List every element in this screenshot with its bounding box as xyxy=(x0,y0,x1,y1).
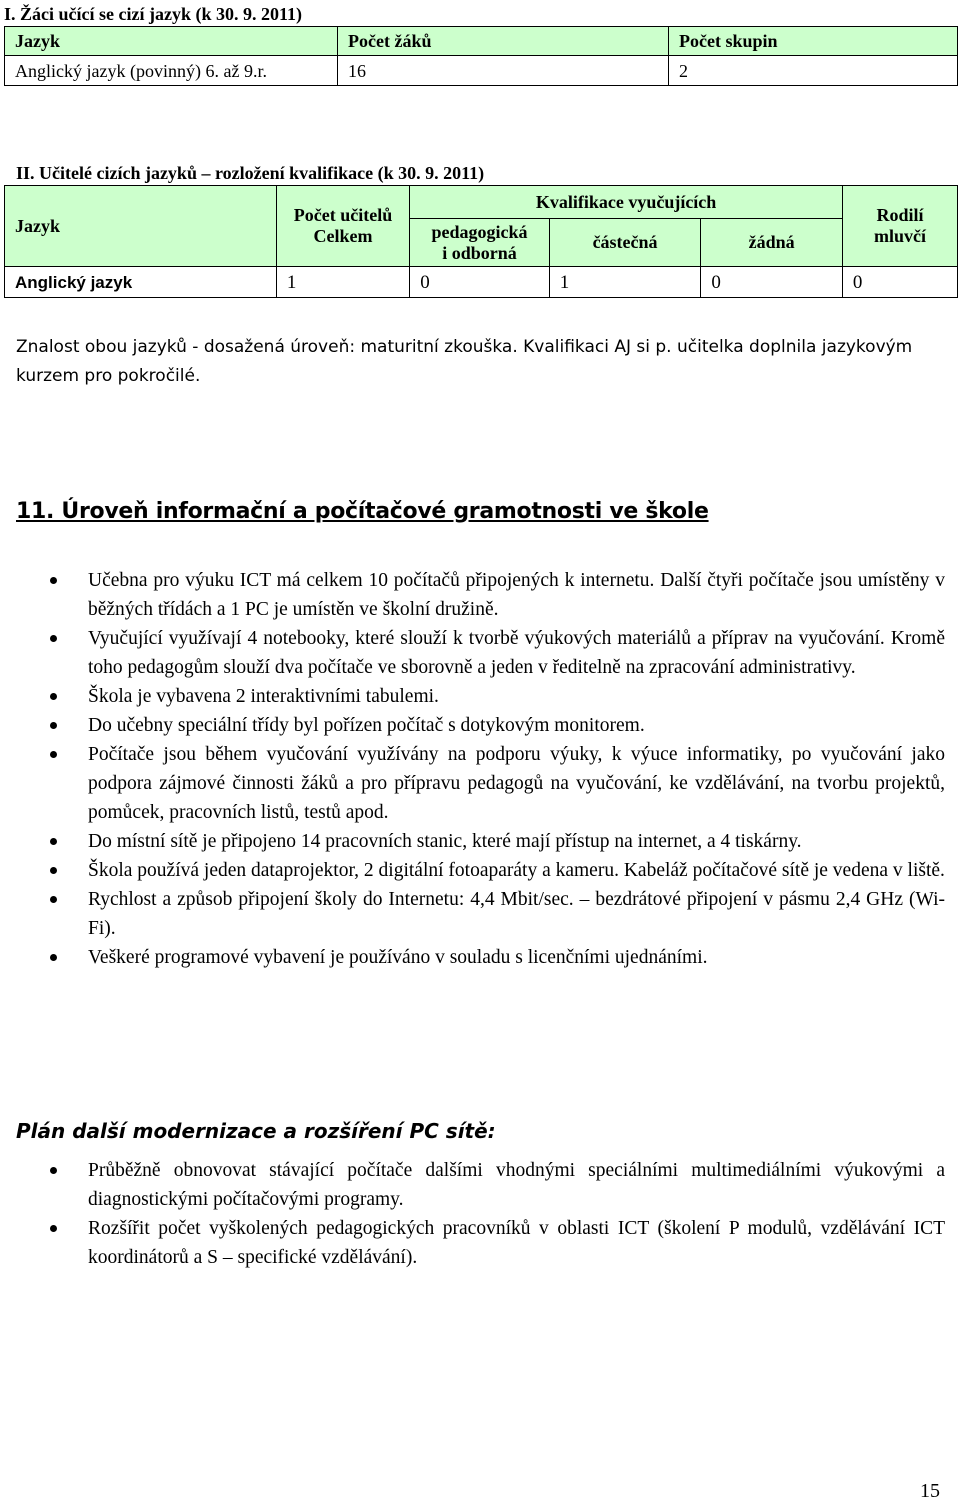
list-item xyxy=(50,885,945,943)
bullet-icon xyxy=(50,635,57,642)
list-item-text: Škola je vybavena 2 interaktivními tabulemi. xyxy=(88,686,439,707)
header-language: Jazyk xyxy=(5,186,277,267)
section2-title: II. Učitelé cizích jazyků – rozložení kvalifikace (k 30. 9. 2011) xyxy=(16,163,485,183)
list-item xyxy=(50,827,945,856)
list-item xyxy=(50,566,945,624)
table-header-row xyxy=(5,186,958,219)
list-item xyxy=(50,624,945,682)
language-note: Znalost obou jazyků - dosažená úroveň: maturitní zkouška. Kvalifikaci AJ si p. učitelka doplnila jazykovým kurzem pro pokročilé. xyxy=(16,337,913,386)
table-row xyxy=(5,267,958,298)
header-qualification: Kvalifikace vyučujících xyxy=(410,186,843,219)
cell-group-count: 2 xyxy=(669,56,958,86)
ict-list xyxy=(50,566,945,972)
bullet-icon xyxy=(50,577,57,584)
list-item xyxy=(50,1156,945,1214)
header-pedagogic-line1: pedagogická xyxy=(431,221,528,242)
header-group-count: Počet skupin xyxy=(669,27,958,56)
list-item-text: Škola používá jeden dataprojektor, 2 digitální fotoaparáty a kameru. Kabeláž počítačové sítě je vedena v liště. xyxy=(88,860,945,881)
header-teacher-count xyxy=(276,186,409,267)
list-item xyxy=(50,1214,945,1272)
list-item xyxy=(50,711,945,740)
table-header-row xyxy=(5,27,958,56)
cell-teacher-count: 1 xyxy=(276,267,409,298)
header-partial: částečná xyxy=(549,219,701,267)
students-language-table xyxy=(4,26,958,86)
header-native-line2: mluvčí xyxy=(873,226,926,246)
header-pedagogic-line2: i odborná xyxy=(442,242,517,263)
header-none: žádná xyxy=(701,219,843,267)
plan-heading: Plán další modernizace a rozšíření PC sítě: xyxy=(16,1119,496,1143)
list-item-text: Průběžně obnovovat stávající počítače dalšími vhodnými speciálními multimediálními výukovými a diagnostickými počítačovými programy. xyxy=(88,1160,945,1210)
list-item-text: Do místní sítě je připojeno 14 pracovních stanic, které mají přístup na internet, a 4 tiskárny. xyxy=(88,831,802,852)
header-native-line1: Rodilí xyxy=(876,205,924,225)
bullet-icon xyxy=(50,954,57,961)
cell-partial: 1 xyxy=(549,267,701,298)
list-item-text: Rychlost a způsob připojení školy do Internetu: 4,4 Mbit/sec. – bezdrátové připojení v pásmu 2,4 GHz (Wi-Fi). xyxy=(88,889,945,939)
list-item-text: Počítače jsou během vyučování využívány na podporu výuky, k výuce informatiky, po vyučování jako podpora zájmové činnosti žáků a pro přípravu pedagogů na vyučování, ke vzdělávání, na tvorbu projektů, pomůcek, pracovních listů, testů apod. xyxy=(88,744,945,823)
bullet-icon xyxy=(50,1225,57,1232)
bullet-icon xyxy=(50,1167,57,1174)
bullet-icon xyxy=(50,693,57,700)
cell-language: Anglický jazyk (povinný) 6. až 9.r. xyxy=(5,56,338,86)
list-item xyxy=(50,943,945,972)
list-item-text: Rozšířit počet vyškolených pedagogických pracovníků v oblasti ICT (školení P modulů, vzdělávání ICT koordinátorů a S – specifické vzdělávání). xyxy=(88,1218,945,1268)
header-native-speakers xyxy=(842,186,957,267)
list-item xyxy=(50,682,945,711)
teachers-qualification-table xyxy=(4,185,958,298)
header-language: Jazyk xyxy=(5,27,338,56)
list-item xyxy=(50,856,945,885)
bullet-icon xyxy=(50,867,57,874)
bullet-icon xyxy=(50,838,57,845)
header-pedagogic xyxy=(410,219,549,267)
list-item-text: Do učebny speciální třídy byl pořízen počítač s dotykovým monitorem. xyxy=(88,715,645,736)
bullet-icon xyxy=(50,896,57,903)
list-item xyxy=(50,740,945,827)
page-number: 15 xyxy=(920,1480,940,1502)
header-teacher-count-line1: Počet učitelů xyxy=(293,205,393,225)
cell-student-count: 16 xyxy=(338,56,669,86)
header-teacher-count-line2: Celkem xyxy=(313,226,373,246)
cell-language: Anglický jazyk xyxy=(5,267,277,298)
bullet-icon xyxy=(50,722,57,729)
cell-none: 0 xyxy=(701,267,843,298)
list-item-text: Učebna pro výuku ICT má celkem 10 počítačů připojených k internetu. Další čtyři počítače jsou umístěny v běžných třídách a 1 PC je umístěn ve školní družině. xyxy=(88,570,945,620)
list-item-text: Veškeré programové vybavení je používáno v souladu s licenčními ujednáními. xyxy=(88,947,708,968)
header-student-count: Počet žáků xyxy=(338,27,669,56)
section1-title: I. Žáci učící se cizí jazyk (k 30. 9. 2011) xyxy=(4,4,302,24)
section11-heading: 11. Úroveň informační a počítačové gramotnosti ve škole xyxy=(16,499,709,524)
plan-list xyxy=(50,1156,945,1272)
bullet-icon xyxy=(50,751,57,758)
cell-pedagogic: 0 xyxy=(410,267,549,298)
table-row xyxy=(5,56,958,86)
list-item-text: Vyučující využívají 4 notebooky, které slouží k tvorbě výukových materiálů a příprav na vyučování. Kromě toho pedagogům slouží dva počítače ve sborovně a jeden v ředitelně na zpracování administrativy. xyxy=(88,628,945,678)
cell-native: 0 xyxy=(842,267,957,298)
